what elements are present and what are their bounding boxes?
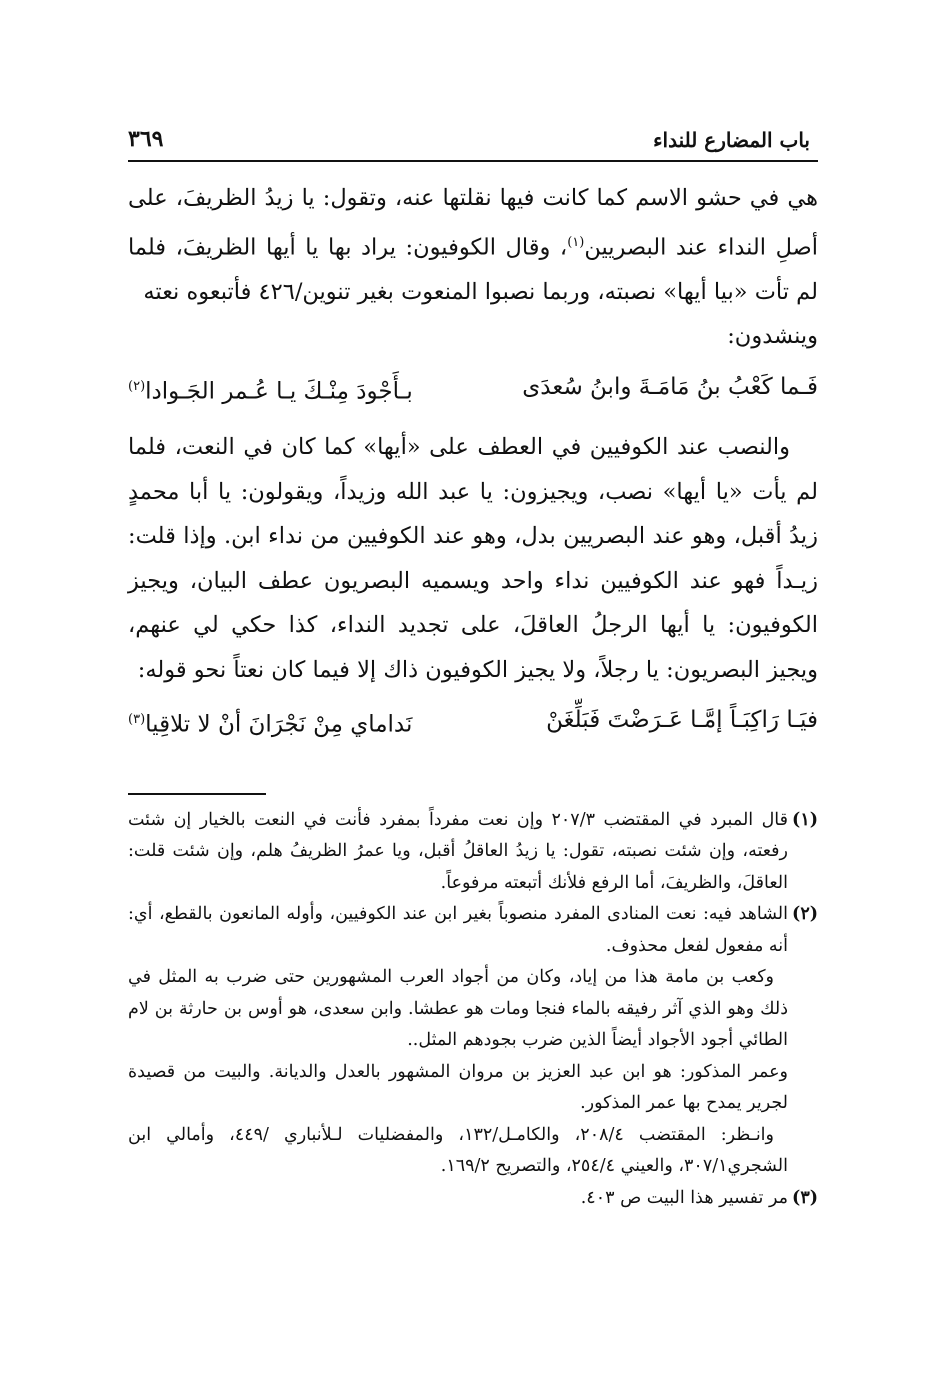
- verse-2-second-hemistich: نَداماي مِنْ نَجْرَانَ أنْ لا تلاقِيا: [145, 711, 413, 738]
- footnote-1-text: قال المبرد في المقتضب ٢٠٧/٣ وإن نعت مفرداً بمفرد فأنت في النعت بالخيار إن شئت رفعته، وإن شئت نصبته، تقول: يا زيدُ العاقلُ أقبل، ويا عمرُ الظريفُ هلم، وإن شئت قلت: العاقلَ، والظريفَ، أما الرفع فلأنك أتبعته مرفوعاً.: [128, 809, 788, 893]
- footnote-ref-2: (٢): [128, 378, 146, 394]
- p1-line-1: هي في حشو الاسم كما كانت فيها نقلتها عنه، وتقول: يا زيدُ الظريفَ، على: [128, 185, 818, 211]
- paragraph-1: [128, 176, 818, 359]
- running-header: [128, 118, 818, 162]
- footnote-2: [128, 899, 818, 962]
- footnote-2-para-2: وكعب بن مامة هذا من إياد، وكان من أجواد العرب المشهورين حتى ضرب به المثل في ذلك وهو الذي آثر رفيقه بالماء فنجا ومات هو عطشا. وابن سعدى، هو أوس بن حارثة بن لام الطائي أجود الأجواد أيضاً الذين ضرب بجودهم المثل..: [128, 967, 788, 1051]
- footnote-3: [128, 1183, 818, 1215]
- verse-2: [128, 694, 818, 751]
- footnote-divider: [128, 793, 266, 795]
- footnote-2-para-3: وعمر المذكور: هو ابن عبد العزيز بن مروان المشهور بالعدل والديانة. والبيت من قصيدة لجرير يمدح بها عمر المذكور.: [128, 1061, 788, 1114]
- footnote-2-number: (٢): [792, 904, 818, 925]
- footnote-ref-3: (٣): [128, 712, 146, 728]
- p1-line-4: وينشدون:: [727, 323, 818, 349]
- paragraph-2: والنصب عند الكوفيين في العطف على «أيها» كما كان في النعت، فلما لم يأت «يا أيها» نصب، ويجيزون: يا عبد الله وزيداً، ويقولون: يا أبا محمدٍ زيدُ أقبل، وهو عند البصريين بدل، وهو عند الكوفيين من نداء ابن. وإذا قلت: زيـداً فهو عند الكوفيين نداء واحد ويسميه البصريون عطف البيان، ويجيز الكوفيون: يا أيها الرجلُ العاقلَ، على تجديد النداء، كذا حكي لي عنهم، ويجيز البصريون: يا رجلاً، ولا يجيز الكوفيون ذاك إلا فيما كان نعتاً نحو قوله:: [128, 434, 818, 683]
- verse-1-first-hemistich: فَـما كَعْبُ بنُ مَامَـةَ وابنُ سُعدَى: [522, 373, 818, 400]
- footnote-ref-1: (١): [567, 234, 585, 250]
- p1-line-3: لم تأت «بيا أيها» نصبته، وربما نصبوا المنعوت بغير تنوين/٤٢٦ فأتبعوه نعته: [143, 278, 818, 305]
- page-number: ٣٦٩: [128, 126, 164, 152]
- footnote-3-text: مر تفسير هذا البيت ص ٤٠٣.: [580, 1187, 788, 1208]
- book-page: [128, 118, 818, 1367]
- p1-line-2: أصلِ النداء عند البصريين: [584, 234, 819, 260]
- footnotes: [128, 805, 818, 1215]
- footnote-1-number: (١): [792, 809, 818, 830]
- main-text: [128, 176, 818, 751]
- verse-1: [128, 361, 818, 418]
- p1-line-2b: ، وقال الكوفيون: يراد بها يا أيها الظريفَ، فلما: [128, 234, 568, 260]
- verse-2-first-hemistich: فيَـا رَاكِبَـاً إمَّـا عَـرَضْتَ فَبَلِّغَنْ: [546, 707, 818, 734]
- footnote-1: [128, 805, 818, 900]
- footnote-3-number: (٣): [792, 1187, 818, 1208]
- verse-1-second-hemistich: بـأَجْودَ مِنْـكَ يـا عُـمر الجَـوادا: [145, 378, 413, 405]
- footnote-2-text: الشاهد فيه: نعت المنادى المفرد منصوباً بغير ابن عند الكوفيين، وأوله المانعون بالقطع، أي: أنه مفعول لفعل محذوف.: [128, 904, 788, 956]
- footnote-2-para-4: وانـظر: المقتضب ٢٠٨/٤، والكامـل/١٣٢، والمفضليات لـلأنباري /٤٤٩، وأمالي ابن الشجري٣٠٧/١، والعيني ٢٥٤/٤، والتصريح ١٦٩/٢.: [128, 1124, 788, 1177]
- chapter-title: باب المضارع للنداء: [653, 128, 810, 152]
